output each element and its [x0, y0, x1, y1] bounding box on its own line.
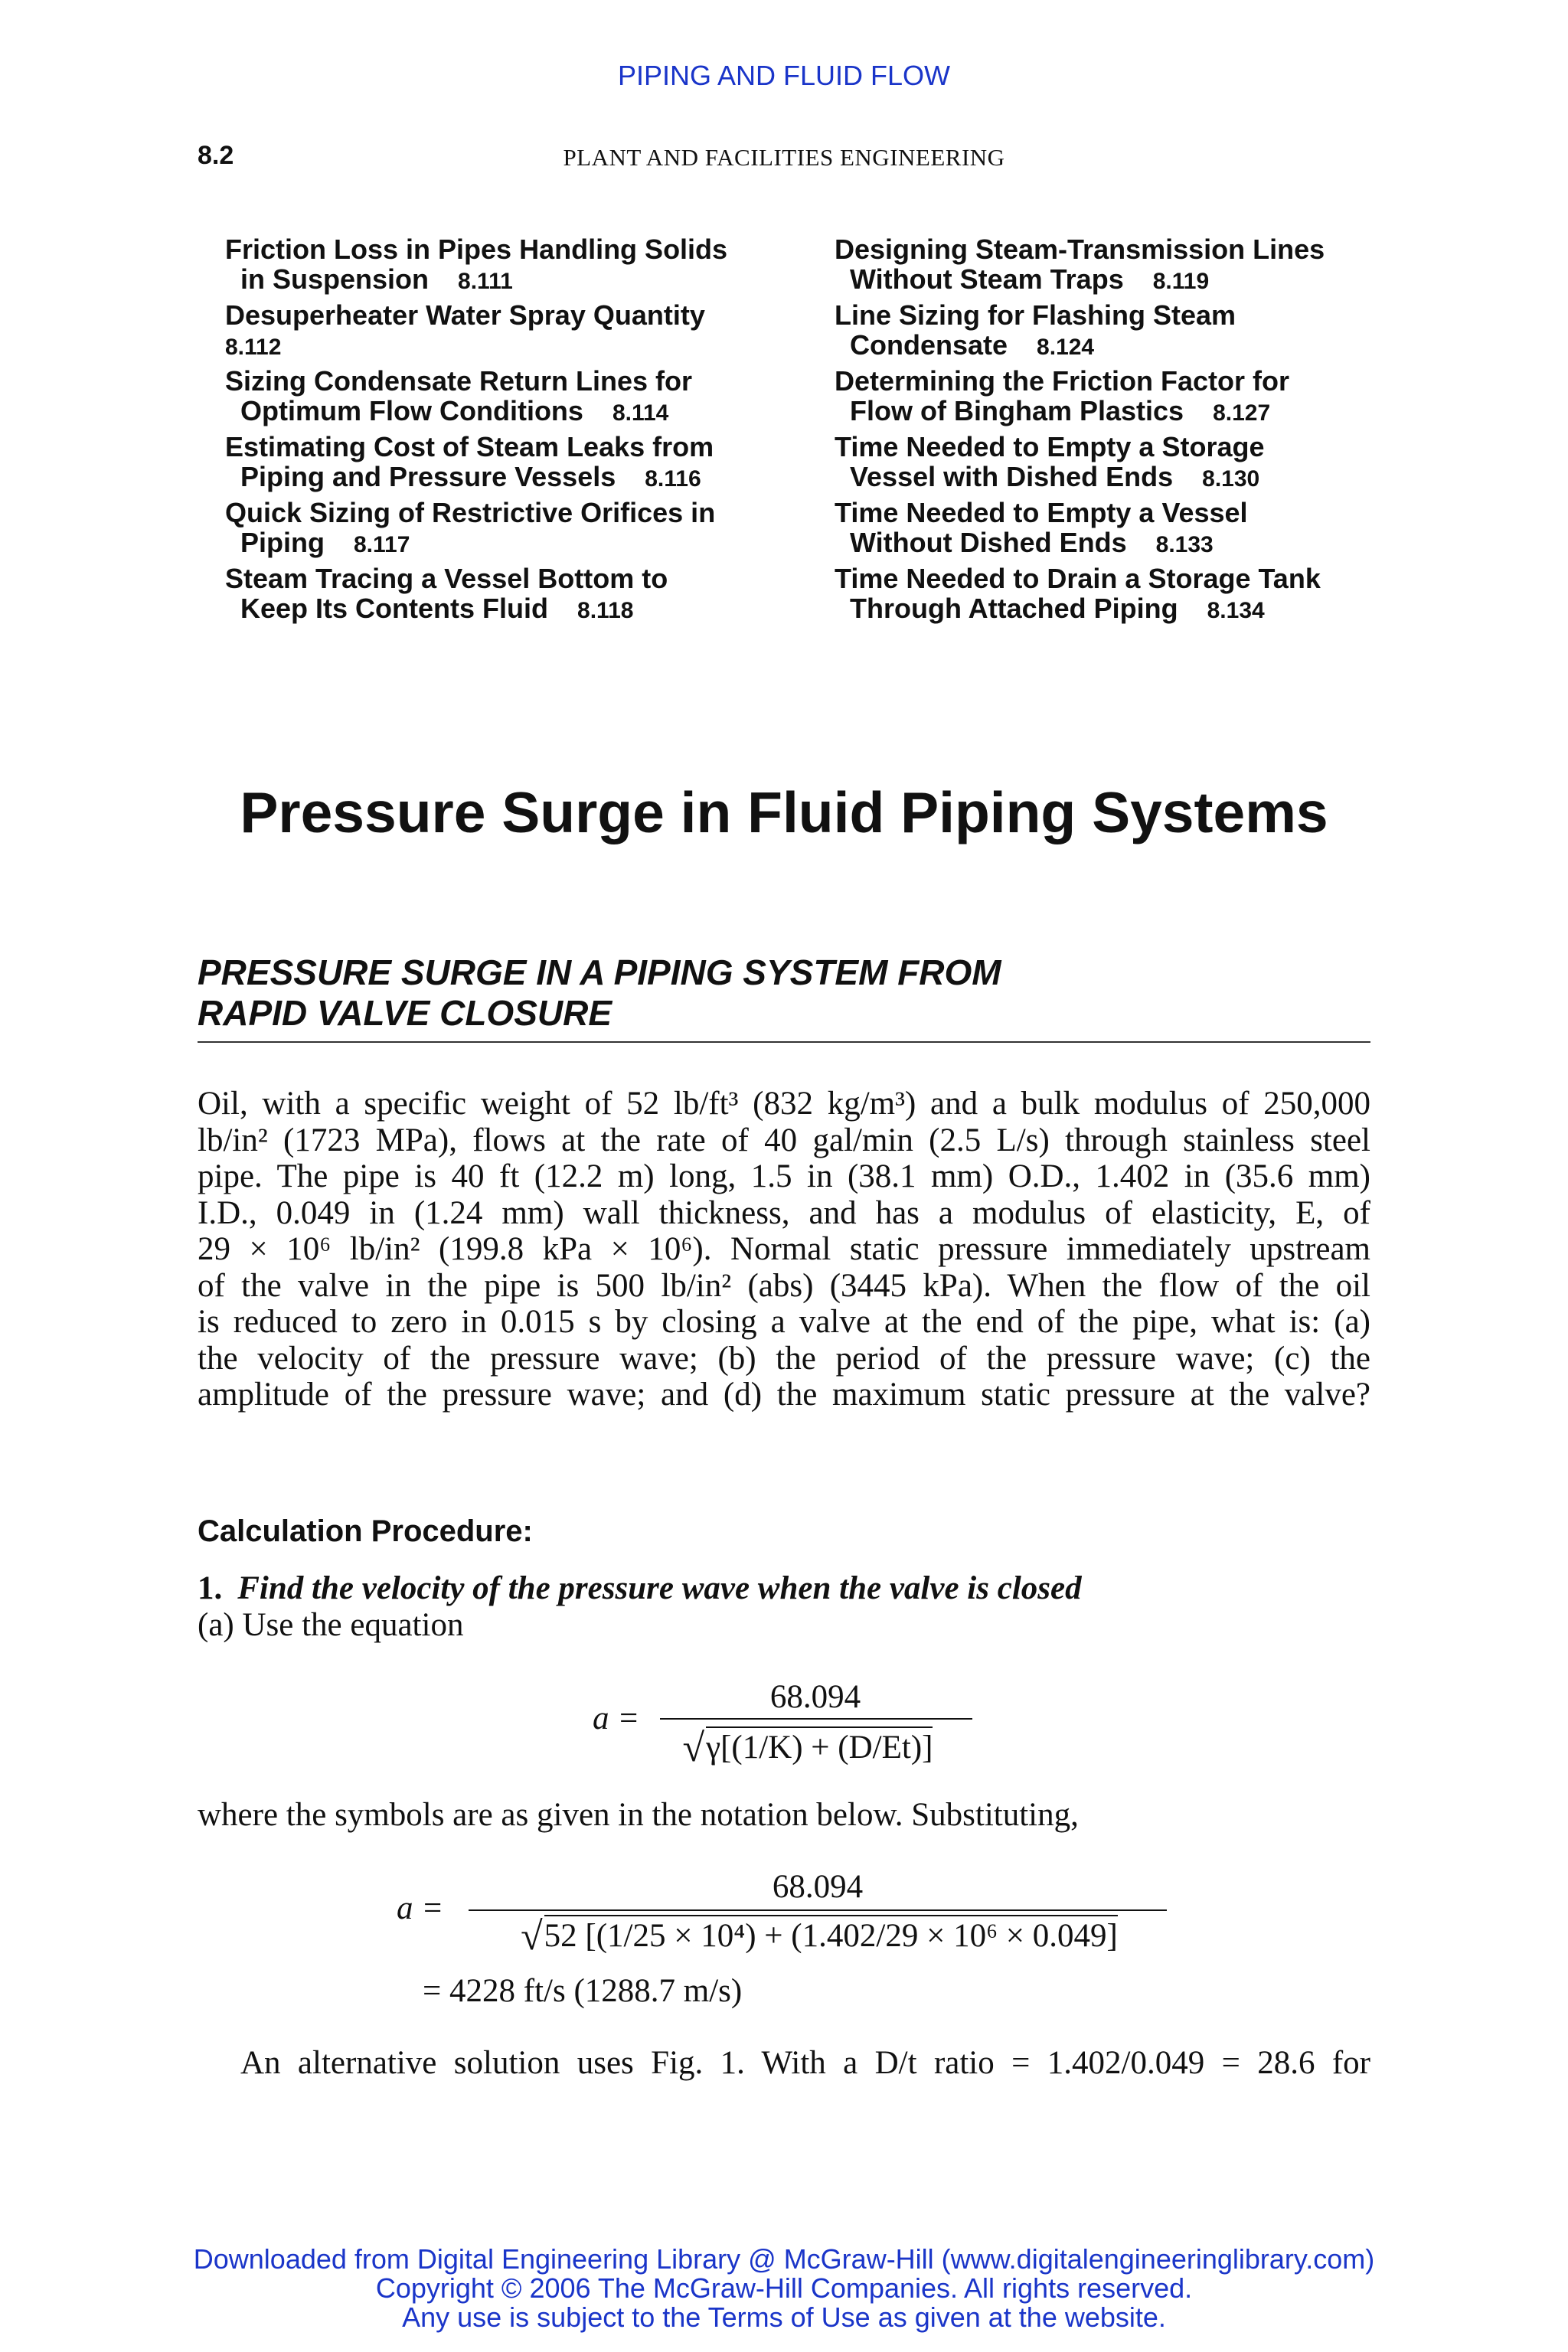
statement-line: the velocity of the pressure wave; (b) the period of the pressure wave; (c) the	[198, 1340, 1370, 1377]
toc-entry-title: Steam Tracing a Vessel Bottom to	[225, 563, 668, 594]
toc-entry-page: 8.114	[612, 400, 669, 426]
toc-entry-title-cont: Piping	[240, 527, 325, 558]
square-root-icon: √	[521, 1915, 543, 1958]
section-title: Pressure Surge in Fluid Piping Systems	[240, 780, 1328, 844]
toc-entry-title-cont: Condensate	[850, 329, 1008, 361]
problem-statement	[198, 1086, 1370, 1413]
footer-terms-link[interactable]: Any use is subject to the Terms of Use as given at the website.	[402, 2301, 1166, 2333]
toc-entry-title: Determining the Friction Factor for	[835, 365, 1290, 397]
toc-entry-title: Estimating Cost of Steam Leaks from	[225, 431, 714, 462]
statement-line: amplitude of the pressure wave; and (d) the maximum static pressure at the valve?	[198, 1377, 1370, 1413]
toc-entry[interactable]	[835, 432, 1447, 498]
statement-line: lb/in² (1723 MPa), flows at the rate of 40 gal/min (2.5 L/s) through stainless steel	[198, 1122, 1370, 1158]
equation-denominator	[635, 1726, 980, 1771]
toc-entry-page: 8.119	[1152, 269, 1210, 294]
toc-entry[interactable]	[225, 498, 838, 564]
statement-line: is reduced to zero in 0.015 s by closing a valve at the end of the pipe, what is: (a)	[198, 1304, 1370, 1340]
toc-entry[interactable]	[835, 366, 1447, 432]
statement-line: I.D., 0.049 in (1.24 mm) wall thickness, and has a modulus of elasticity, E, of	[198, 1194, 1370, 1231]
book-title: PLANT AND FACILITIES ENGINEERING	[563, 144, 1005, 171]
step-title: Find the velocity of the pressure wave when the valve is closed	[237, 1570, 1082, 1606]
statement-line: Oil, with a specific weight of 52 lb/ft³ (832 kg/m³) and a bulk modulus of 250,000	[198, 1086, 1370, 1122]
equation-denominator	[459, 1914, 1179, 1959]
toc-entry-title: Friction Loss in Pipes Handling Solids	[225, 234, 728, 265]
toc-entry-page: 8.124	[1037, 335, 1095, 360]
toc-entry-title-cont: Through Attached Piping	[850, 593, 1178, 624]
problem-title-line: PRESSURE SURGE IN A PIPING SYSTEM FROM	[198, 952, 1001, 992]
toc-entry-page: 8.118	[577, 598, 634, 623]
toc-entry-page: 8.111	[458, 269, 513, 294]
toc-entry-title-cont: Piping and Pressure Vessels	[240, 461, 616, 492]
toc-entry-title: Sizing Condensate Return Lines for	[225, 365, 693, 397]
problem-title-line: RAPID VALVE CLOSURE	[198, 993, 612, 1033]
toc-entry-title-cont: Without Dished Ends	[850, 527, 1127, 558]
toc-entry-title-cont: Keep Its Contents Fluid	[240, 593, 549, 624]
toc-entry-title-cont: Vessel with Dished Ends	[850, 461, 1174, 492]
toc-entry-title: Time Needed to Empty a Vessel	[835, 497, 1248, 528]
toc-entry-title-cont: Optimum Flow Conditions	[240, 395, 583, 426]
step-subitem: (a) Use the equation	[198, 1607, 464, 1643]
toc-entry[interactable]	[835, 564, 1447, 629]
toc-entry-title: Line Sizing for Flashing Steam	[835, 299, 1236, 331]
calculation-heading: Calculation Procedure:	[198, 1514, 533, 1548]
footer-copyright: Copyright © 2006 The McGraw-Hill Companies. All rights reserved.	[375, 2272, 1193, 2304]
statement-line: of the valve in the pipe is 500 lb/in² (abs) (3445 kPa). When the flow of the oil	[198, 1267, 1370, 1304]
step-heading	[198, 1570, 1082, 1607]
running-header-link[interactable]: PIPING AND FLUID FLOW	[617, 60, 951, 91]
where-text: where the symbols are as given in the notation below. Substituting,	[198, 1797, 1079, 1833]
toc-right-column	[835, 234, 1447, 629]
equation-lhs: a =	[593, 1700, 640, 1736]
toc-entry-page: 8.130	[1202, 466, 1260, 492]
toc-entry-page: 8.117	[354, 532, 410, 557]
toc-entry-page: 8.134	[1207, 598, 1265, 623]
square-root-icon: √	[682, 1726, 705, 1770]
toc-entry[interactable]	[225, 366, 838, 432]
toc-left-column	[225, 234, 838, 629]
toc-entry[interactable]	[225, 432, 838, 498]
equation-numerator: 68.094	[769, 1679, 861, 1715]
statement-line: 29 × 10⁶ lb/in² (199.8 kPa × 10⁶). Normal static pressure immediately upstream	[198, 1231, 1370, 1267]
problem-title	[198, 952, 1377, 1034]
toc-entry-title: Time Needed to Empty a Storage	[835, 431, 1265, 462]
equation-numerator: 68.094	[772, 1869, 864, 1905]
fraction-bar	[660, 1718, 972, 1720]
equation-result: = 4228 ft/s (1288.7 m/s)	[423, 1973, 743, 2009]
footer	[0, 2245, 1568, 2332]
toc-entry[interactable]	[225, 300, 838, 366]
toc-entry-title: Designing Steam-Transmission Lines	[835, 234, 1325, 265]
toc-entry-page: 8.116	[645, 466, 701, 492]
equation-lhs: a =	[397, 1890, 444, 1926]
toc-entry-title-cont: Without Steam Traps	[850, 263, 1124, 295]
toc-entry-title-cont: in Suspension	[240, 263, 430, 295]
toc-entry-page: 8.127	[1213, 400, 1271, 426]
toc-entry[interactable]	[835, 300, 1447, 366]
toc-entry[interactable]	[835, 234, 1447, 300]
toc-entry-title-cont: Flow of Bingham Plastics	[850, 395, 1184, 426]
page-number: 8.2	[198, 141, 234, 170]
radicand: 52 [(1/25 × 10⁴) + (1.402/29 × 10⁶ × 0.049]	[544, 1915, 1118, 1954]
toc-entry[interactable]	[225, 234, 838, 300]
toc-entry-title: Time Needed to Drain a Storage Tank	[835, 563, 1321, 594]
toc-entry[interactable]	[225, 564, 838, 629]
section-divider	[198, 1041, 1370, 1043]
step-number: 1.	[198, 1570, 223, 1606]
statement-line: pipe. The pipe is 40 ft (12.2 m) long, 1.5 in (38.1 mm) O.D., 1.402 in (35.6 mm)	[198, 1158, 1370, 1194]
toc-entry-page: 8.133	[1155, 532, 1214, 557]
radicand: γ[(1/K) + (D/Et)]	[706, 1726, 933, 1766]
fraction-bar	[469, 1909, 1167, 1911]
toc-entry-page: 8.112	[225, 335, 282, 360]
footer-download-link[interactable]: Downloaded from Digital Engineering Library @ McGraw-Hill (www.digitalengineeringlibrary.com)	[193, 2243, 1375, 2275]
toc-entry[interactable]	[835, 498, 1447, 564]
alternative-solution-text: An alternative solution uses Fig. 1. With a D/t ratio = 1.402/0.049 = 28.6 for	[240, 2045, 1370, 2081]
toc-entry-title: Quick Sizing of Restrictive Orifices in	[225, 497, 716, 528]
toc-entry-title: Desuperheater Water Spray Quantity	[225, 299, 705, 331]
